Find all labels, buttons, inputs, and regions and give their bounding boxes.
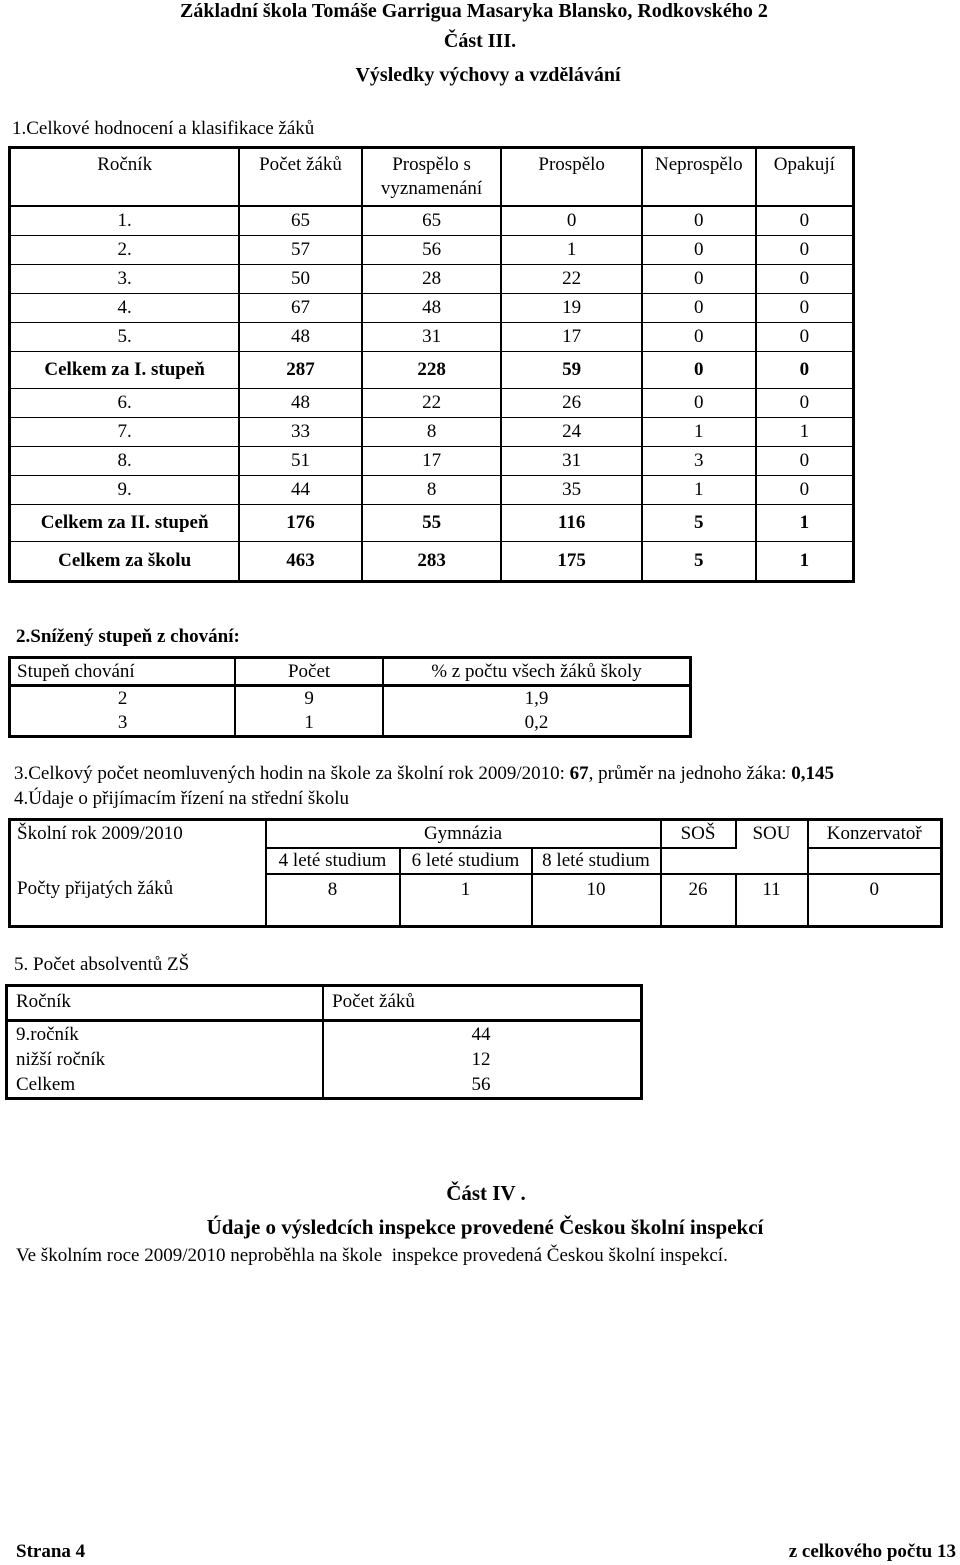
konzervator-header: Konzervatoř: [808, 820, 942, 849]
classification-table: [8, 146, 855, 583]
section1-heading: 1.Celkové hodnocení a klasifikace žáků: [12, 118, 315, 139]
table-cell: 1: [642, 476, 756, 505]
table-row: [7, 1021, 642, 1048]
table-row: [10, 236, 854, 265]
table-cell: 59: [501, 352, 641, 389]
table-cell: 4.: [10, 294, 240, 323]
school-year-cell: Školní rok 2009/2010: [10, 820, 266, 875]
table-cell: 65: [362, 206, 502, 236]
table-cell: 0: [501, 206, 641, 236]
table-cell: 19: [501, 294, 641, 323]
sub-8-year: 8 leté studium: [532, 848, 661, 874]
table-row: [10, 542, 854, 582]
table-row: [7, 1047, 642, 1072]
table-cell: 1: [501, 236, 641, 265]
table-cell: 0: [756, 447, 854, 476]
table-cell: 3: [10, 711, 236, 737]
table-cell: 33: [239, 418, 361, 447]
table-cell: 44: [239, 476, 361, 505]
table-cell: 56: [323, 1072, 641, 1099]
table-cell: 0: [642, 389, 756, 418]
table-cell: 12: [323, 1047, 641, 1072]
part4-subtitle: Údaje o výsledcích inspekce provedené Českou školní inspekcí: [206, 1215, 764, 1239]
table-cell: 31: [501, 447, 641, 476]
table-cell: 0: [642, 206, 756, 236]
table-cell: 0: [756, 206, 854, 236]
table-cell: 1.: [10, 206, 240, 236]
table-cell: 22: [362, 389, 502, 418]
table-cell: 17: [501, 323, 641, 352]
table-row: [10, 323, 854, 352]
table-cell: 1: [756, 542, 854, 582]
column-header: Stupeň chování: [10, 658, 236, 686]
table-cell: 22: [501, 265, 641, 294]
table-cell: 57: [239, 236, 361, 265]
table-cell: 3: [642, 447, 756, 476]
section-title: Výsledky výchovy a vzdělávání: [355, 64, 621, 86]
admission-table: [8, 818, 943, 928]
admitted-value: 8: [266, 874, 400, 926]
column-header: Počet žáků: [323, 986, 641, 1021]
section3-text: 3.Celkový počet neomluvených hodin na škole za školní rok 2009/2010: 67, průměr na jednoho žáka: 0,145: [14, 763, 835, 784]
table-cell: 51: [239, 447, 361, 476]
column-header: Ročník: [7, 986, 324, 1021]
table-row: [10, 476, 854, 505]
table-cell: 55: [362, 505, 502, 542]
table-cell: 175: [501, 542, 641, 582]
table-cell: 3.: [10, 265, 240, 294]
table-cell: 228: [362, 352, 502, 389]
part4-title: Část IV .: [446, 1181, 526, 1205]
table-cell: 1: [756, 418, 854, 447]
table-cell: 176: [239, 505, 361, 542]
page-number: Strana 4: [16, 1541, 86, 1562]
table-cell: 17: [362, 447, 502, 476]
table-cell: 24: [501, 418, 641, 447]
table-cell: 5.: [10, 323, 240, 352]
table-row: [10, 447, 854, 476]
part-title: Část III.: [443, 30, 517, 52]
table-cell: 9.ročník: [7, 1021, 324, 1048]
table-row: [10, 206, 854, 236]
table-cell: 44: [323, 1021, 641, 1048]
table-row: [10, 265, 854, 294]
table-row: [10, 505, 854, 542]
section2-heading: 2.Snížený stupeň z chování:: [16, 626, 240, 647]
table-cell: Celkem za školu: [10, 542, 240, 582]
graduates-table: [5, 984, 643, 1100]
table-cell: Celkem: [7, 1072, 324, 1099]
part4-text: Ve školním roce 2009/2010 neproběhla na škole inspekce provedená Českou školní inspekcí.: [16, 1245, 728, 1266]
behavior-table: [8, 656, 692, 738]
table-cell: 0: [756, 236, 854, 265]
table-cell: 1: [756, 505, 854, 542]
sub-4-year: 4 leté studium: [266, 848, 400, 874]
table-cell: 50: [239, 265, 361, 294]
table-cell: 5: [642, 505, 756, 542]
table-cell: 0,2: [383, 711, 691, 737]
column-header: % z počtu všech žáků školy: [383, 658, 691, 686]
table-cell: 6.: [10, 389, 240, 418]
column-header: Prospělo: [501, 148, 641, 207]
table-cell: 116: [501, 505, 641, 542]
school-name: Základní škola Tomáše Garrigua Masaryka Blansko, Rodkovského 2: [180, 0, 768, 22]
table-row: [10, 711, 691, 737]
table-cell: 48: [362, 294, 502, 323]
table-cell: 67: [239, 294, 361, 323]
table-cell: 1,9: [383, 686, 691, 712]
table-row: [10, 686, 691, 712]
table-cell: 7.: [10, 418, 240, 447]
table-cell: 2: [10, 686, 236, 712]
admitted-value: 0: [808, 874, 942, 926]
admitted-value: 26: [661, 874, 736, 926]
table-cell: 0: [756, 352, 854, 389]
table-cell: 56: [362, 236, 502, 265]
table-cell: 0: [756, 476, 854, 505]
table-cell: 48: [239, 323, 361, 352]
page-total: z celkového počtu 13: [788, 1541, 956, 1562]
column-header: Opakují: [756, 148, 854, 207]
table-cell: 283: [362, 542, 502, 582]
table-cell: 8: [362, 476, 502, 505]
table-cell: 0: [642, 265, 756, 294]
section5-heading: 5. Počet absolventů ZŠ: [14, 954, 190, 975]
table-cell: Celkem za II. stupeň: [10, 505, 240, 542]
table-cell: 9: [235, 686, 383, 712]
admitted-label: Počty přijatých žáků: [10, 874, 266, 926]
admitted-value: 1: [400, 874, 532, 926]
table-cell: 35: [501, 476, 641, 505]
table-cell: 463: [239, 542, 361, 582]
table-cell: 2.: [10, 236, 240, 265]
table-cell: 48: [239, 389, 361, 418]
table-cell: 5: [642, 542, 756, 582]
column-header: Prospělo s vyznamenání: [362, 148, 502, 207]
table-cell: 0: [756, 323, 854, 352]
table-cell: nižší ročník: [7, 1047, 324, 1072]
table-cell: 0: [642, 236, 756, 265]
section4-heading: 4.Údaje o přijímacím řízení na střední školu: [14, 788, 350, 809]
table-cell: 0: [756, 265, 854, 294]
column-header: Ročník: [10, 148, 240, 207]
table-row: [10, 418, 854, 447]
sou-header: SOU: [736, 820, 808, 849]
column-header: Počet žáků: [239, 148, 361, 207]
table-cell: 0: [642, 352, 756, 389]
table-row: [10, 389, 854, 418]
table-cell: 287: [239, 352, 361, 389]
table-row: [10, 352, 854, 389]
table-row: [7, 1072, 642, 1099]
table-cell: 8: [362, 418, 502, 447]
table-cell: 0: [642, 294, 756, 323]
table-cell: 26: [501, 389, 641, 418]
table-cell: 0: [642, 323, 756, 352]
sub-6-year: 6 leté studium: [400, 848, 532, 874]
sos-header: SOŠ: [661, 820, 736, 849]
table-cell: 1: [642, 418, 756, 447]
table-cell: Celkem za I. stupeň: [10, 352, 240, 389]
table-cell: 65: [239, 206, 361, 236]
table-cell: 8.: [10, 447, 240, 476]
admitted-value: 10: [532, 874, 661, 926]
gymnazia-header: Gymnázia: [266, 820, 661, 849]
table-cell: 31: [362, 323, 502, 352]
table-cell: 0: [756, 294, 854, 323]
table-cell: 1: [235, 711, 383, 737]
column-header: Neprospělo: [642, 148, 756, 207]
table-cell: 9.: [10, 476, 240, 505]
admitted-value: 11: [736, 874, 808, 926]
table-cell: 28: [362, 265, 502, 294]
column-header: Počet: [235, 658, 383, 686]
table-row: [10, 294, 854, 323]
table-cell: 0: [756, 389, 854, 418]
